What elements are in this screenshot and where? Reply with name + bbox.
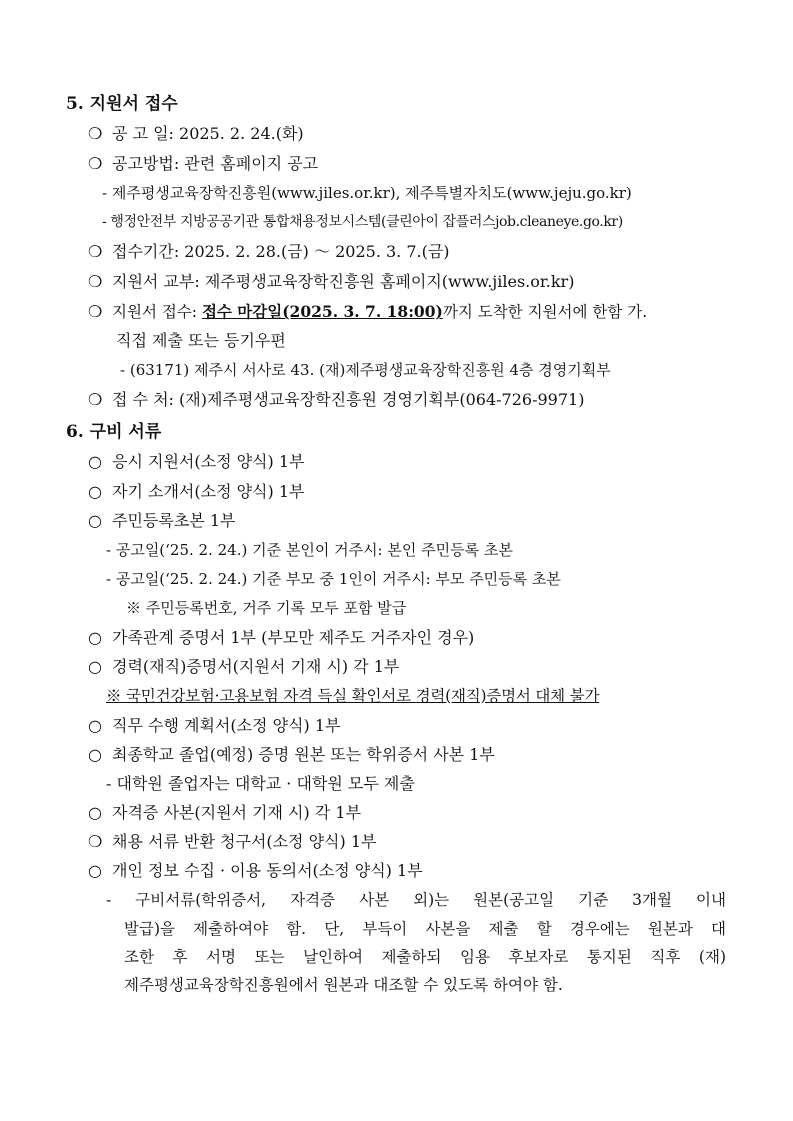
notice-method-text: 공고방법: 관련 홈페이지 공고 <box>112 154 319 173</box>
circle-bullet-icon: ○ <box>88 452 102 471</box>
submission-suffix: 까지 도착한 지원서에 한함 가. <box>442 303 648 321</box>
resident-sub2: - 공고일(‘25. 2. 24.) 기준 부모 중 1인이 거주시: 부모 주민등록 초본 <box>106 570 561 588</box>
circle-bullet-icon: ❍ <box>88 832 103 851</box>
graduation-sub: - 대학원 졸업자는 대학교 · 대학원 모두 제출 <box>106 774 415 793</box>
circle-bullet-icon: ○ <box>88 657 102 676</box>
receipt-office-item <box>88 389 584 411</box>
distribution-item <box>88 271 574 293</box>
notice-method-sub2: - 행정안전부 지방공공기관 통합채용정보시스템(클린아이 잡플러스job.cleaneye.go.kr) <box>102 214 623 230</box>
circle-bullet-icon: ○ <box>88 745 102 764</box>
application-text: 응시 지원서(소정 양식) 1부 <box>112 452 305 471</box>
work-plan-text: 직무 수행 계획서(소정 양식) 1부 <box>112 716 341 735</box>
circle-bullet-icon: ○ <box>88 511 102 530</box>
privacy-consent-item <box>88 860 423 882</box>
family-cert-item <box>88 627 474 649</box>
circle-bullet-icon: ❍ <box>88 242 103 261</box>
circle-bullet-icon: ❍ <box>88 390 103 409</box>
return-request-item <box>88 831 376 853</box>
distribution-text: 지원서 교부: 제주평생교육장학진흥원 홈페이지(www.jiles.or.kr) <box>112 272 575 291</box>
circle-bullet-icon: ○ <box>88 716 102 735</box>
graduation-text: 최종학교 졸업(예정) 증명 원본 또는 학위증서 사본 1부 <box>112 745 495 764</box>
submission-line2: 직접 제출 또는 등기우편 <box>116 331 286 350</box>
note-line-4: 제주평생교육장학진흥원에서 원본과 대조할 수 있도록 하여야 함. <box>124 976 563 994</box>
privacy-consent-text: 개인 정보 수집 · 이용 동의서(소정 양식) 1부 <box>112 861 423 880</box>
return-request-text: 채용 서류 반환 청구서(소정 양식) 1부 <box>112 832 377 851</box>
resident-abstract-item <box>88 510 235 532</box>
circle-bullet-icon: ○ <box>88 628 102 647</box>
circle-bullet-icon: ○ <box>88 482 102 501</box>
submission-prefix: 지원서 접수: <box>112 303 202 321</box>
work-plan-item <box>88 715 340 737</box>
resident-abstract-text: 주민등록초본 1부 <box>112 511 236 530</box>
license-item <box>88 802 361 824</box>
note-line-2: 발급)을 제출하여야 함. 단, 부득이 사본을 제출 할 경우에는 원본과 대 <box>124 920 726 938</box>
notice-date-text: 공 고 일: 2025. 2. 24.(화) <box>112 124 304 143</box>
notice-method-sub1: - 제주평생교육장학진흥원(www.jiles.or.kr), 제주특별자치도(www.jeju.go.kr) <box>102 184 632 202</box>
application-item <box>88 451 304 473</box>
submission-item <box>88 301 647 323</box>
resident-note: ※ 주민등록번호, 거주 기록 모두 포함 발급 <box>126 599 407 617</box>
note-line-1: - 구비서류(학위증서, 자격증 사본 외)는 원본(공고일 기준 3개월 이내 <box>106 891 726 909</box>
note-line-3: 조한 후 서명 또는 날인하여 제출하되 임용 후보자로 통지된 직후 (재) <box>124 948 726 966</box>
section-5-heading: 5. 지원서 접수 <box>66 94 178 114</box>
circle-bullet-icon: ○ <box>88 861 102 880</box>
section-6-heading: 6. 구비 서류 <box>66 422 162 442</box>
self-intro-text: 자기 소개서(소정 양식) 1부 <box>112 482 305 501</box>
notice-date-item <box>88 123 304 145</box>
circle-bullet-icon: ❍ <box>88 154 103 173</box>
circle-bullet-icon: ❍ <box>88 302 103 321</box>
notice-method-item <box>88 153 318 175</box>
submission-address: - (63171) 제주시 서사로 43. (재)제주평생교육장학진흥원 4층 경영기획부 <box>120 361 611 379</box>
receipt-office-text: 접 수 처: (재)제주평생교육장학진흥원 경영기획부(064-726-9971) <box>112 390 585 409</box>
career-cert-item <box>88 656 399 678</box>
family-cert-text: 가족관계 증명서 1부 (부모만 제주도 거주자인 경우) <box>112 628 475 647</box>
license-text: 자격증 사본(지원서 기재 시) 각 1부 <box>112 803 362 822</box>
circle-bullet-icon: ❍ <box>88 124 103 143</box>
resident-sub1: - 공고일(‘25. 2. 24.) 기준 본인이 거주시: 본인 주민등록 초본 <box>106 541 513 559</box>
career-note: ※ 국민건강보험·고용보험 자격 득실 확인서로 경력(재직)증명서 대체 불가 <box>106 687 600 705</box>
circle-bullet-icon: ○ <box>88 803 102 822</box>
graduation-item <box>88 744 495 766</box>
self-intro-item <box>88 481 304 503</box>
submission-deadline: 접수 마감일(2025. 3. 7. 18:00) <box>201 302 443 321</box>
receipt-period-item <box>88 241 450 263</box>
circle-bullet-icon: ❍ <box>88 272 103 291</box>
receipt-period-text: 접수기간: 2025. 2. 28.(금) ～ 2025. 3. 7.(금) <box>112 242 450 261</box>
career-cert-text: 경력(재직)증명서(지원서 기재 시) 각 1부 <box>112 657 400 676</box>
